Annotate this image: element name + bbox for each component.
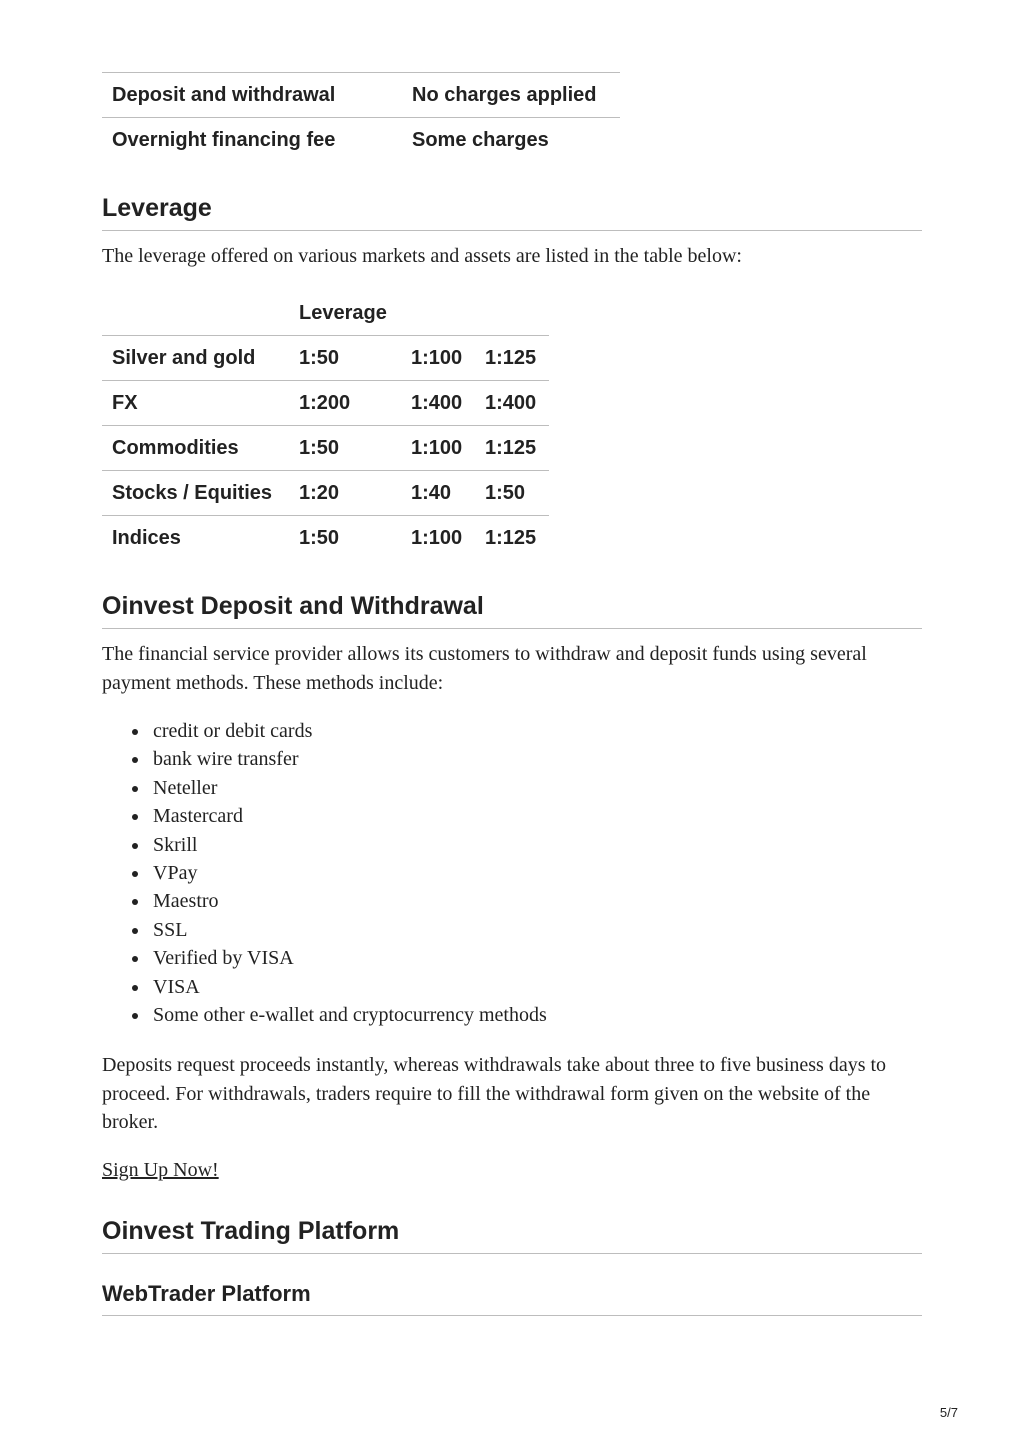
table-cell: Indices	[112, 526, 181, 549]
table-header-cell	[102, 291, 289, 336]
table-cell: Commodities	[102, 426, 289, 471]
list-item: Maestro	[153, 887, 547, 915]
sign-up-link[interactable]: Sign Up Now!	[102, 1159, 219, 1181]
list-item: SSL	[153, 916, 547, 944]
list-item: Some other e-wallet and cryptocurrency methods	[153, 1001, 547, 1029]
leverage-table	[102, 291, 549, 560]
webtrader-subheading: WebTrader Platform	[102, 1279, 922, 1316]
table-row	[102, 336, 549, 381]
deposit-intro: The financial service provider allows its customers to withdraw and deposit funds using several payment methods. These methods include:	[102, 643, 867, 694]
table-row	[102, 73, 620, 118]
leverage-heading: Leverage	[102, 192, 922, 231]
table-cell: 1:100	[401, 336, 475, 381]
table-cell: 1:40	[401, 471, 475, 516]
table-cell: 1:200	[289, 381, 401, 426]
table-cell: Overnight financing fee	[112, 128, 336, 151]
table-cell: Some charges	[412, 128, 549, 151]
table-cell: 1:400	[475, 381, 549, 426]
table-cell: Stocks / Equities	[102, 471, 289, 516]
table-header-cell: Leverage	[289, 291, 401, 336]
table-cell: Silver and gold	[102, 336, 289, 381]
leverage-intro: The leverage offered on various markets and assets are listed in the table below:	[102, 245, 742, 267]
payment-methods-list	[102, 717, 547, 1029]
table-cell: 1:50	[299, 526, 340, 549]
table-row	[102, 516, 549, 561]
page-number: 5/7	[939, 1405, 958, 1420]
table-row	[102, 426, 549, 471]
table-header-cell	[475, 291, 549, 336]
list-item: credit or debit cards	[153, 717, 547, 745]
platform-heading: Oinvest Trading Platform	[102, 1215, 922, 1254]
table-cell: FX	[102, 381, 289, 426]
list-item: Mastercard	[153, 802, 547, 830]
table-row	[102, 471, 549, 516]
table-cell: No charges applied	[402, 73, 620, 118]
table-row	[102, 381, 549, 426]
deposit-closing: Deposits request proceeds instantly, whereas withdrawals take about three to five business days to proceed. For withdrawals, traders require to fill the withdrawal form given on the website of the broker.	[102, 1054, 887, 1133]
deposit-heading: Oinvest Deposit and Withdrawal	[102, 590, 922, 629]
table-header-cell	[401, 291, 475, 336]
list-item: bank wire transfer	[153, 745, 547, 773]
table-row	[102, 118, 620, 163]
table-cell: Deposit and withdrawal	[102, 73, 402, 118]
list-item: Neteller	[153, 774, 547, 802]
list-item: VISA	[153, 973, 547, 1001]
table-cell: 1:50	[475, 471, 549, 516]
list-item: Verified by VISA	[153, 944, 547, 972]
table-cell: 1:125	[485, 526, 537, 549]
fees-table	[102, 72, 620, 162]
table-cell: 1:50	[289, 336, 401, 381]
table-cell: 1:50	[289, 426, 401, 471]
table-cell: 1:400	[401, 381, 475, 426]
table-header-row	[102, 291, 549, 336]
table-cell: 1:20	[289, 471, 401, 516]
list-item: Skrill	[153, 831, 547, 859]
table-cell: 1:125	[475, 336, 549, 381]
table-cell: 1:100	[401, 426, 475, 471]
table-cell: 1:125	[475, 426, 549, 471]
table-cell: 1:100	[411, 526, 463, 549]
list-item: VPay	[153, 859, 547, 887]
